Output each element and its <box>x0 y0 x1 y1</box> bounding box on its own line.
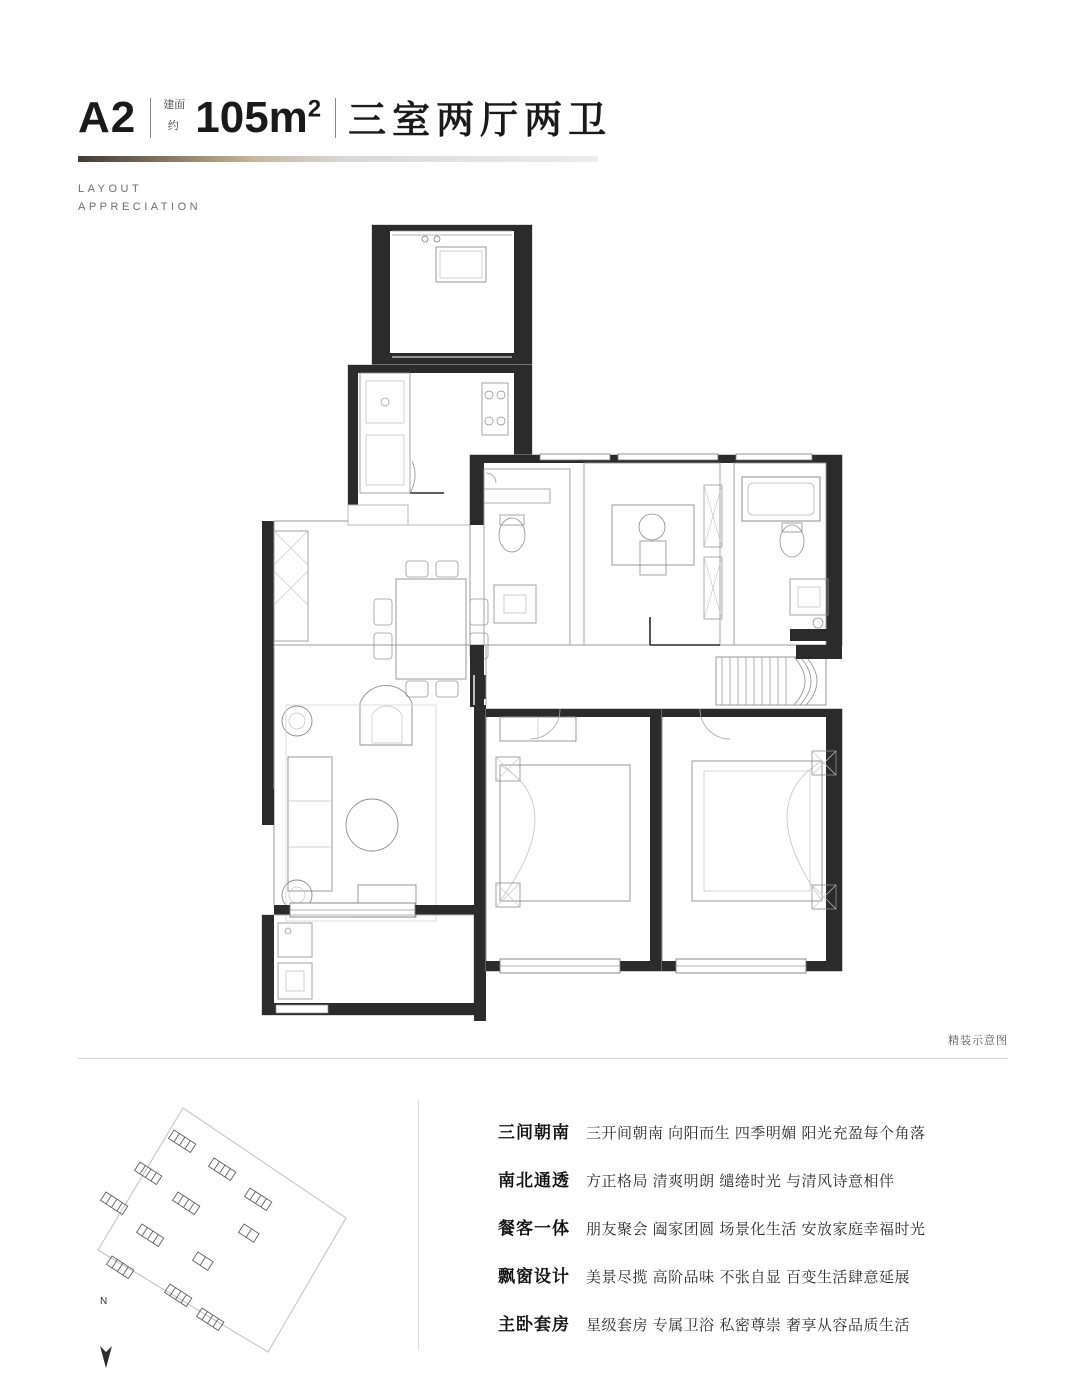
page-header <box>78 95 1008 217</box>
plan-code: A2 <box>78 93 137 143</box>
title-underline-rule <box>78 156 598 162</box>
site-plan-map <box>78 1100 378 1370</box>
north-arrow-icon <box>100 1346 112 1368</box>
feature-item <box>498 1310 1058 1335</box>
feature-value: 星级套房 专属卫浴 私密尊崇 奢享从容品质生活 <box>586 1317 911 1334</box>
floor-plan <box>0 205 1080 1045</box>
feature-key: 南北通透 <box>498 1171 570 1190</box>
plan-room-type: 三室两厅两卫 <box>348 100 613 143</box>
page-title <box>78 93 1008 143</box>
subtitle-line-2: APPRECIATION <box>78 201 202 214</box>
feature-item <box>498 1118 1058 1143</box>
feature-value: 三开间朝南 向阳而生 四季明媚 阳光充盈每个角落 <box>586 1125 926 1142</box>
render-note: 精装示意图 <box>948 1035 1008 1047</box>
title-divider-1 <box>150 98 151 138</box>
feature-item <box>498 1214 1058 1239</box>
feature-value: 美景尽揽 高阶品味 不张自显 百变生活肆意延展 <box>586 1269 911 1286</box>
area-prefix: 建面 约 <box>163 99 186 132</box>
section-divider <box>78 1058 1008 1059</box>
feature-key: 飘窗设计 <box>498 1267 570 1286</box>
feature-value: 方正格局 清爽明朗 缱绻时光 与清风诗意相伴 <box>586 1173 895 1190</box>
feature-list <box>498 1118 1058 1358</box>
feature-key: 三间朝南 <box>498 1123 570 1142</box>
bottom-divider <box>418 1100 419 1350</box>
feature-value: 朋友聚会 阖家团圆 场景化生活 安放家庭幸福时光 <box>586 1221 926 1238</box>
plan-area: $105m^2$ <box>195 93 322 143</box>
feature-item <box>498 1262 1058 1287</box>
subtitle-line-1: LAYOUT <box>78 183 143 196</box>
bottom-section <box>78 1090 1008 1370</box>
feature-item <box>498 1166 1058 1191</box>
feature-key: 主卧套房 <box>498 1315 570 1334</box>
north-label: N <box>100 1296 108 1307</box>
title-divider-2 <box>335 98 336 138</box>
feature-key: 餐客一体 <box>498 1219 570 1238</box>
